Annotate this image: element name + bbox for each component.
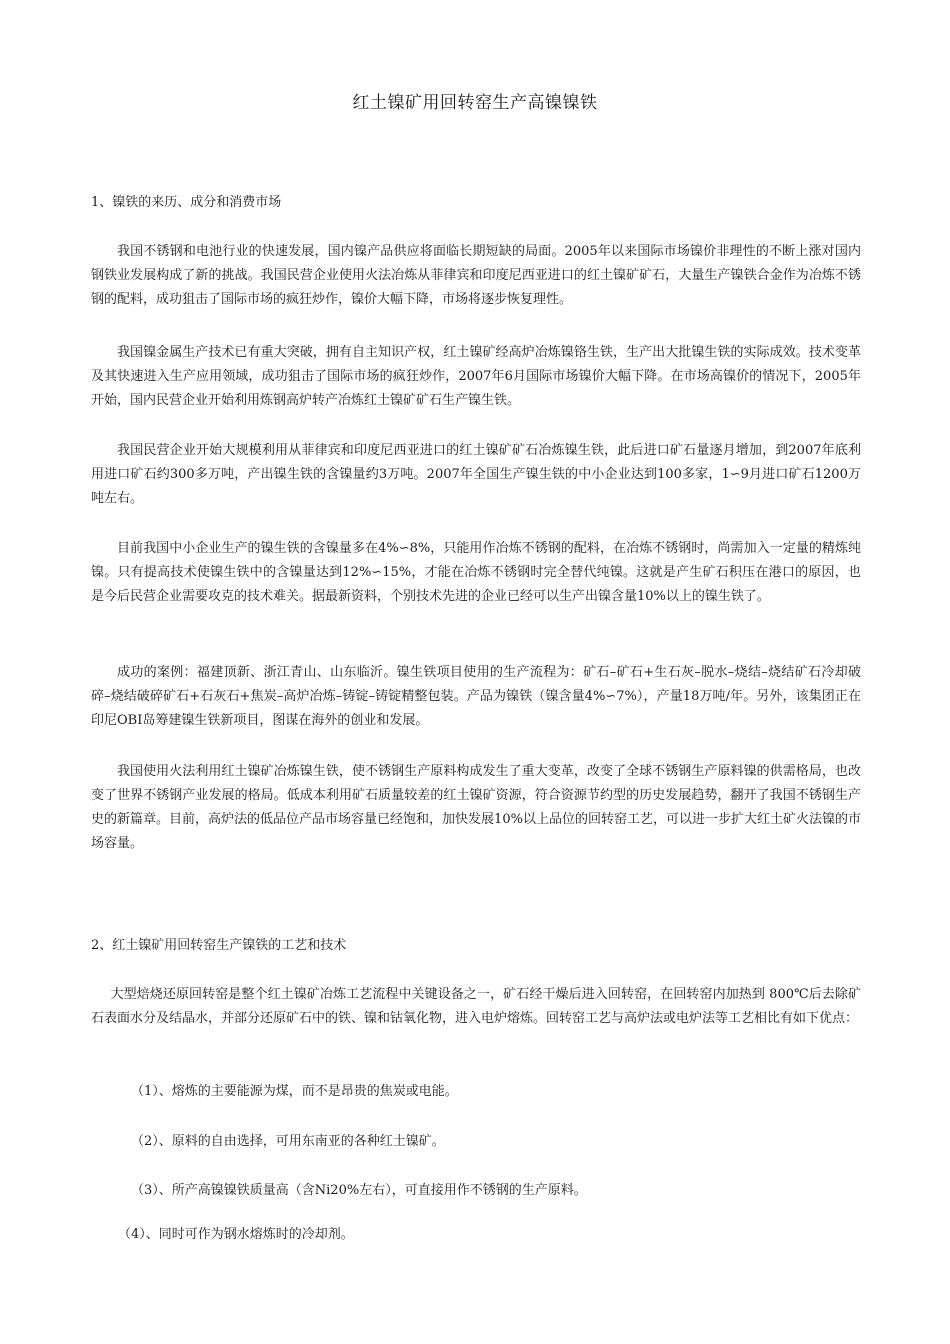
advantage-item: （1）、熔炼的主要能源为煤，而不是昂贵的焦炭或电能。: [131, 1084, 458, 1099]
advantage-item: （3）、所产高镍镍铁质量高（含Ni20%左右），可直接用作不锈钢的生产原料。: [131, 1183, 587, 1198]
paragraph: 大型焙烧还原回转窑是整个红土镍矿冶炼工艺流程中关键设备之一，矿石经干燥后进入回转窑，在回转窑内加热到 800℃后去除矿石表面水分及结晶水，并部分还原矿石中的铁、镍和钴氧化物，进入电炉熔炼。回转窑工艺与高炉法或电炉法等工艺相比有如下优点：: [91, 987, 861, 1026]
section-2-heading: 2、红土镍矿用回转窑生产镍铁的工艺和技术: [91, 938, 347, 953]
paragraph: 成功的案例：福建顶新、浙江青山、山东临沂。镍生铁项目使用的生产流程为：矿石–矿石+生石灰–脱水–烧结–烧结矿石冷却破碎–烧结破碎矿石+石灰石+焦炭–高炉冶炼–铸锭–铸锭精整包装。产品为镍铁（镍含量4%∽7%），产量18万吨/年。另外，该集团正在印尼OBI岛筹建镍生铁新项目，图谋在海外的创业和发展。: [91, 665, 861, 728]
paragraph: 我国使用火法利用红土镍矿冶炼镍生铁，使不锈钢生产原料构成发生了重大变革，改变了全球不锈钢生产原料镍的供需格局，也改变了世界不锈钢产业发展的格局。低成本利用矿石质量较差的红土镍矿资源，符合资源节约型的历史发展趋势，翻开了我国不锈钢生产史的新篇章。目前，高炉法的低品位产品市场容量已经饱和，加快发展10%以上品位的回转窑工艺，可以进一步扩大红土矿火法镍的市场容量。: [91, 764, 861, 851]
paragraph: 目前我国中小企业生产的镍生铁的含镍量多在4%∽8%，只能用作冶炼不锈钢的配料，在冶炼不锈钢时，尚需加入一定量的精炼纯镍。只有提高技术使镍生铁中的含镍量达到12%∽15%，才能在冶炼不锈钢时完全替代纯镍。这就是产生矿石积压在港口的原因，也是今后民营企业需要攻克的技术难关。据最新资料，个别技术先进的企业已经可以生产出镍含量10%以上的镍生铁了。: [91, 541, 861, 604]
section-1-heading: 1、镍铁的来历、成分和消费市场: [91, 195, 282, 210]
advantage-item: （4）、同时可作为钢水熔炼时的冷却剂。: [118, 1227, 354, 1242]
paragraph: 我国民营企业开始大规模利用从菲律宾和印度尼西亚进口的红土镍矿矿石冶炼镍生铁，此后进口矿石量逐月增加，到2007年底利用进口矿石约300多万吨，产出镍生铁的含镍量约3万吨。2007年全国生产镍生铁的中小企业达到100多家，1∽9月进口矿石1200万吨左右。: [91, 443, 861, 506]
document-title: 红土镍矿用回转窑生产高镍镍铁: [352, 93, 598, 113]
paragraph: 我国镍金属生产技术已有重大突破，拥有自主知识产权，红土镍矿经高炉冶炼镍铬生铁，生产出大批镍生铁的实际成效。技术变革及其快速进入生产应用领域，成功狙击了国际市场的疯狂炒作，2007年6月国际市场镍价大幅下降。在市场高镍价的情况下，2005年开始，国内民营企业开始利用炼钢高炉转产冶炼红土镍矿矿石生产镍生铁。: [91, 345, 861, 408]
paragraph: 我国不锈钢和电池行业的快速发展，国内镍产品供应将面临长期短缺的局面。2005年以来国际市场镍价非理性的不断上涨对国内钢铁业发展构成了新的挑战。我国民营企业使用火法冶炼从菲律宾和印度尼西亚进口的红土镍矿矿石，大量生产镍铁合金作为冶炼不锈钢的配料，成功狙击了国际市场的疯狂炒作，镍价大幅下降，市场将逐步恢复理性。: [91, 244, 861, 307]
advantage-item: （2）、原料的自由选择，可用东南亚的各种红土镍矿。: [131, 1134, 445, 1149]
